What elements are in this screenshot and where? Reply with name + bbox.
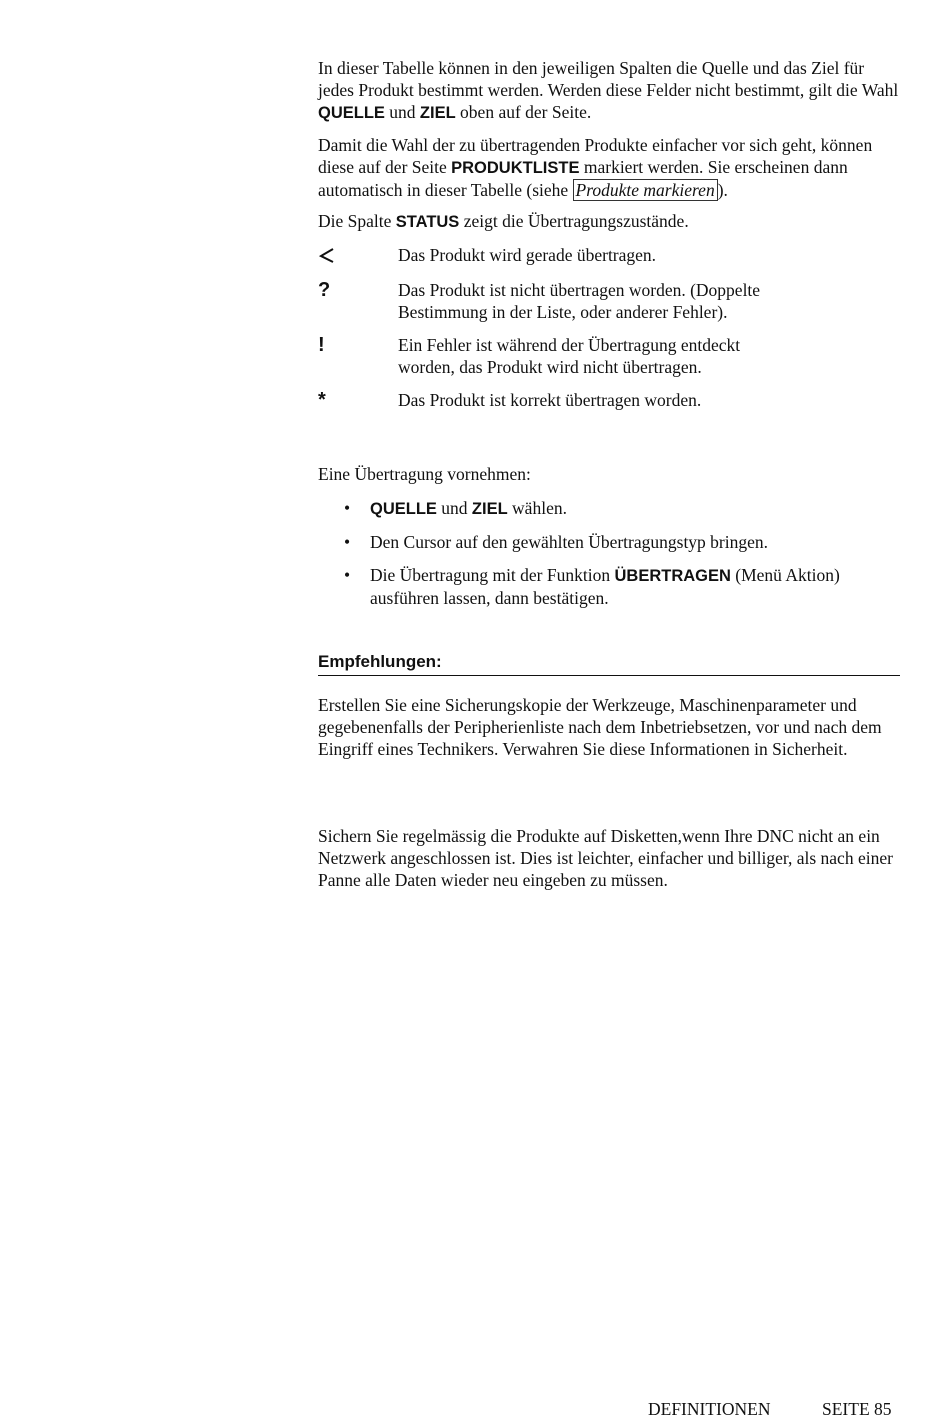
keyword-uebertragen: ÜBERTRAGEN	[614, 567, 731, 585]
recommendation-paragraph-2	[318, 825, 900, 891]
bullet-text	[370, 497, 900, 520]
asterisk-symbol: *	[318, 389, 326, 411]
intro-paragraph-1	[318, 57, 900, 124]
bullet-text	[370, 564, 900, 609]
procedure-intro-text: Eine Übertragung vornehmen:	[318, 464, 531, 484]
intro-p1-end: oben auf der Seite.	[455, 102, 592, 122]
footer-page-number: SEITE 85	[822, 1399, 892, 1419]
intro-p1-text: In dieser Tabelle können in den jeweiligen Spalten die Quelle und das Ziel für jedes Produkt bestimmt werden. Werden diese Felder nicht bestimmt, gilt die Wahl	[318, 58, 899, 100]
intro-p3-start: Die Spalte	[318, 211, 396, 231]
intro-p2-mid: markiert werden. Sie erscheinen dann automatisch in dieser Tabelle (siehe	[318, 157, 848, 200]
bullet-text-start: Die Übertragung mit der Funktion	[370, 565, 615, 585]
section-heading: Empfehlungen:	[318, 652, 442, 671]
bullet-glyph: •	[344, 532, 351, 552]
link-produkte-markieren[interactable]: Produkte markieren	[573, 179, 718, 201]
status-description: Das Produkt ist nicht übertragen worden. (Doppelte Bestimmung in der Liste, oder anderer Fehler).	[398, 280, 761, 322]
status-description: Ein Fehler ist während der Übertragung entdeckt worden, das Produkt wird nicht übertragen.	[398, 335, 741, 377]
keyword-ziel: ZIEL	[419, 104, 456, 122]
exclamation-symbol: !	[318, 334, 325, 356]
keyword-quelle: QUELLE	[318, 104, 385, 122]
intro-paragraph-3	[318, 210, 900, 233]
intro-p1-mid: und	[384, 102, 420, 122]
arrow-icon	[318, 244, 358, 266]
procedure-intro	[318, 463, 900, 485]
recommendation-text: Sichern Sie regelmässig die Produkte auf Disketten,wenn Ihre DNC nicht an ein Netzwerk angeschlossen ist. Dies ist leichter, einfacher und billiger, als nach einer Panne alle Daten wieder neu eingeben zu müssen.	[318, 826, 893, 890]
bullet-text-end: (Menü Aktion) ausführen lassen, dann bestätigen.	[370, 565, 840, 608]
recommendation-paragraph-1	[318, 694, 900, 760]
intro-p2-start: Damit die Wahl der zu übertragenden Produkte einfacher vor sich geht, können diese auf der Seite	[318, 135, 873, 177]
keyword-ziel: ZIEL	[471, 500, 508, 518]
intro-p2-end: ).	[717, 180, 728, 200]
footer-section-label: DEFINITIONEN	[648, 1399, 771, 1419]
bullet-text-end: wählen.	[507, 498, 567, 518]
intro-paragraph-2	[318, 134, 900, 201]
status-description: Das Produkt ist korrekt übertragen worden.	[398, 390, 702, 410]
bullet-glyph: •	[344, 498, 351, 518]
recommendation-text: Erstellen Sie eine Sicherungskopie der Werkzeuge, Maschinenparameter und gegebenenfalls der Peripherienliste nach dem Inbetriebsetzen, vor und nach dem Eingriff eines Technikers. Verwahren Sie diese Informationen in Sicherheit.	[318, 695, 882, 759]
heading-rule	[318, 675, 900, 676]
intro-p3-end: zeigt die Übertragungszustände.	[459, 211, 689, 231]
bullet-text-mid: und	[436, 498, 472, 518]
status-description: Das Produkt wird gerade übertragen.	[398, 245, 657, 265]
bullet-glyph: •	[344, 565, 351, 585]
keyword-quelle: QUELLE	[370, 500, 437, 518]
keyword-status: STATUS	[395, 213, 460, 231]
bullet-text: Den Cursor auf den gewählten Übertragungstyp bringen.	[370, 532, 769, 552]
keyword-produktliste: PRODUKTLISTE	[451, 159, 580, 177]
question-mark-symbol: ?	[318, 279, 331, 301]
